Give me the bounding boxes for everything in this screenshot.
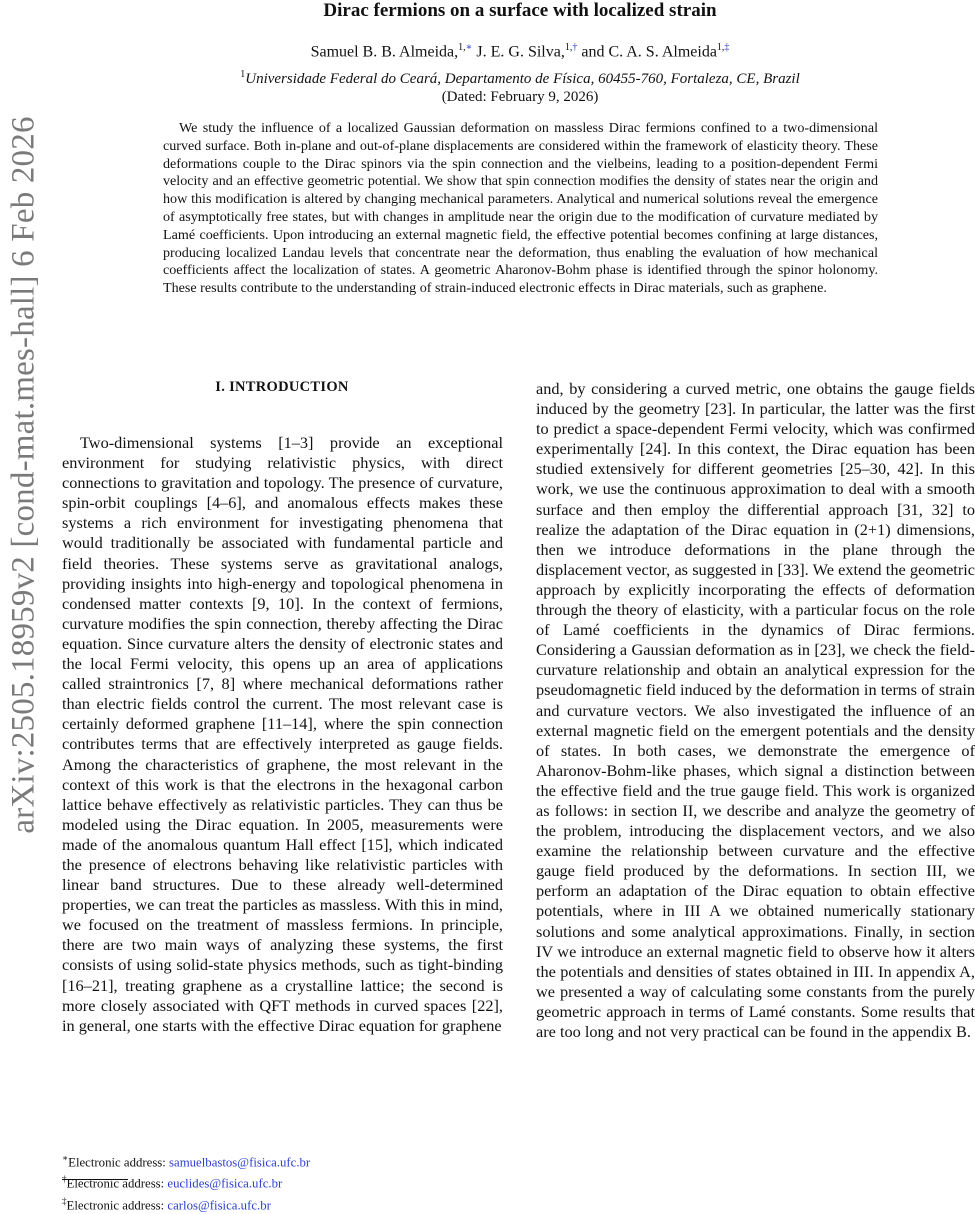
- arxiv-identifier[interactable]: arXiv:2505.18959v2 [cond-mat.mes-hall] 6 Feb 2026: [5, 116, 42, 834]
- footnote-label: Electronic address:: [66, 1176, 168, 1191]
- footnote: [62, 1150, 502, 1171]
- email-link[interactable]: carlos@fisica.ufc.br: [167, 1197, 271, 1212]
- email-link[interactable]: samuelbastos@fisica.ufc.br: [169, 1155, 311, 1170]
- author-list: [140, 42, 900, 61]
- author-name: and C. A. S. Almeida: [581, 43, 717, 61]
- footnote-label: Electronic address:: [66, 1197, 168, 1212]
- author-name: Samuel B. B. Almeida,: [310, 43, 459, 61]
- author-name: J. E. G. Silva,: [476, 43, 565, 61]
- author-affiliation-mark: 1,‡: [716, 42, 730, 53]
- email-link[interactable]: euclides@fisica.ufc.br: [167, 1176, 283, 1191]
- author-affiliation-mark: 1,∗: [458, 42, 473, 53]
- footnote-label: Electronic address:: [68, 1155, 170, 1170]
- footnote-mark: †: [62, 1174, 67, 1185]
- intro-left-column: Two-dimensional systems [1–3] provide an exceptional environment for studying relativistic physics, with direct connections to gravitation and topology. The presence of curvature, spin-orbit couplings [4–6], and anomalous effects makes these systems a rich environment for investigating phenomena that would traditionally be associated with fundamental particle and field theories. These systems serve as gravitational analogs, providing insights into high-energy and topological phenomena in condensed matter contexts [9, 10]. In the context of fermions, curvature modifies the spin connection, thereby affecting the Dirac equation. Since curvature alters the density of electronic states and the local Fermi velocity, this opens up an area of applications called straintronics [7, 8] where mechanical deformations rather than electric fields control the current. The most relevant case is certainly deformed graphene [11–14], where the spin connection contributes terms that are effectively interpreted as gauge fields. Among the characteristics of graphene, the most relevant in the context of this work is that the electrons in the hexagonal carbon lattice behave effectively as relativistic particles. They can thus be modeled using the Dirac equation. In 2005, measurements were made of the anomalous quantum Hall effect [15], which indicated the presence of electrons behaving like relativistic particles with linear band structures. Due to these already well-determined properties, we can treat the particles as massless. With this in mind, we focused on the treatment of massless fermions. In principle, there are two main ways of analyzing these systems, the first consists of using solid-state physics methods, such as tight-binding [16–21], treating graphene as a crystalline lattice; the second is more closely associated with QFT methods in curved spaces [22], in general, one starts with the effective Dirac equation for graphene: [62, 433, 503, 1035]
- footnote: [62, 1193, 502, 1214]
- author-footnote-link[interactable]: ‡: [724, 42, 730, 53]
- affiliation-mark: 1: [240, 69, 246, 80]
- author-footnote-link[interactable]: ∗: [465, 42, 473, 53]
- section-heading: I. INTRODUCTION: [215, 379, 349, 395]
- footnote-mark: ‡: [62, 1195, 67, 1206]
- abstract: We study the influence of a localized Gaussian deformation on massless Dirac fermions confined to a two-dimensional curved surface. Both in-plane and out-of-plane displacements are considered within the framework of elasticity theory. These deformations couple to the Dirac spinors via the spin connection and the vielbeins, leading to a position-dependent Fermi velocity and an effective geometric potential. We show that spin connection modifies the density of states near the origin and how this modification is altered by changing mechanical parameters. Analytical and numerical solutions reveal the emergence of asymptotically free states, but with changes in amplitude near the origin due to the modification of curvature mediated by Lamé coefficients. Upon introducing an external magnetic field, the effective potential becomes confining at large distances, producing localized Landau levels that concentrate near the deformation, thus enabling the evaluation of how mechanical coefficients affect the localization of states. A geometric Aharonov-Bohm phase is identified through the spinor holonomy. These results contribute to the understanding of strain-induced electronic effects in Dirac materials, such as graphene.: [163, 120, 878, 297]
- footnote: [62, 1171, 502, 1192]
- affiliation: [140, 69, 900, 88]
- affiliation-text: Universidade Federal do Ceará, Departamento de Física, 60455-760, Fortaleza, CE, Brazil: [245, 71, 800, 87]
- paper-title: Dirac fermions on a surface with localized strain: [323, 0, 717, 21]
- author-affiliation-mark: 1,†: [564, 42, 578, 53]
- footnote-mark: ∗: [62, 1153, 69, 1163]
- intro-right-column: and, by considering a curved metric, one obtains the gauge fields induced by the geometry [23]. In particular, the latter was the first to predict a space-dependent Fermi velocity, which was confirmed experimentally [24]. In this context, the Dirac equation has been studied extensively for different geometries [25–30, 42]. In this work, we use the continuous approximation to deal with a smooth surface and then employ the differential approach [31, 32] to realize the adaptation of the Dirac equation in (2+1) dimensions, then we introduce deformations in the plane through the displacement vector, as suggested in [33]. We extend the geometric approach by explicitly incorporating the effects of deformation through the theory of elasticity, with a particular focus on the role of Lamé coefficients in the dynamics of Dirac fermions. Considering a Gaussian deformation as in [23], we check the field-curvature relationship and obtain an analytical expression for the pseudomagnetic field induced by the deformation in terms of strain and curvature vectors. We also investigated the influence of an external magnetic field on the emergent potentials and the density of states. In both cases, we demonstrate the emergence of Aharonov-Bohm-like phases, which signal a distinction between the effective field and the true gauge field. This work is organized as follows: in section II, we describe and analyze the geometry of the problem, introducing the displacement vectors, and we also examine the relationship between curvature and the effective gauge field produced by the deformations. In section III, we perform an adaptation of the Dirac equation to obtain effective potentials, where in III A we obtained numerically stationary solutions and some analytical approximations. Finally, in section IV we introduce an external magnetic field to observe how it alters the potentials and densities of states obtained in III. In appendix A, we presented a way of calculating some constants from the purely geometric approach in terms of Lamé constants. Some results that are too long and not very practical can be found in the appendix B.: [536, 379, 975, 1041]
- date-line: (Dated: February 9, 2026): [441, 89, 599, 105]
- arxiv-sidebar: [0, 0, 48, 1200]
- author-footnote-link[interactable]: †: [572, 42, 578, 53]
- footnotes: [62, 1150, 502, 1214]
